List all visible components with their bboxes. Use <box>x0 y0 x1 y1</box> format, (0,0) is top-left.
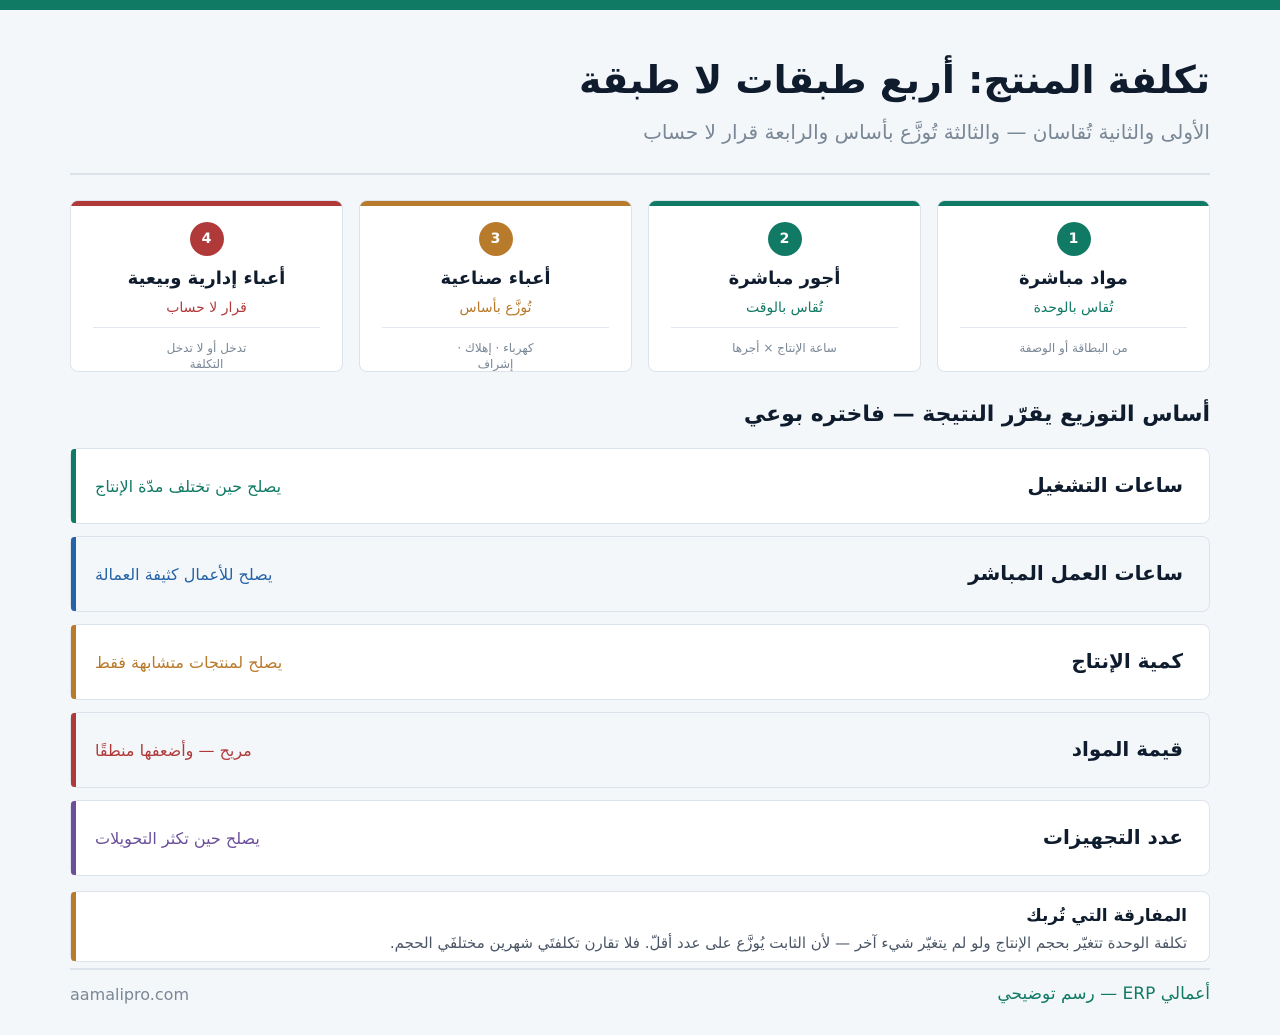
base-name: عدد التجهيزات <box>1042 825 1183 849</box>
header-divider <box>70 173 1210 175</box>
layer-subtitle: تُقاس بالوحدة <box>1033 300 1114 316</box>
page-subtitle: الأولى والثانية تُقاسان — والثالثة تُوزَّع بأساس والرابعة قرار لا حساب <box>643 120 1210 144</box>
layer-number-badge: 2 <box>768 222 802 256</box>
allocation-base-setups <box>70 800 1210 876</box>
layer-card-admin-selling <box>70 200 343 372</box>
base-note: يصلح للأعمال كثيفة العمالة <box>95 565 273 584</box>
callout-text: تكلفة الوحدة تتغيّر بحجم الإنتاج ولو لم يتغيّر شيء آخر — لأن الثابت يُوزَّع على عدد أقلّ. فلا تقارن تكلفتَي شهرين مختلفَي الحجم. <box>389 934 1187 952</box>
footer-divider <box>70 968 1210 970</box>
base-name: ساعات العمل المباشر <box>968 561 1183 585</box>
layer-subtitle: تُوزَّع بأساس <box>459 300 532 316</box>
base-name: ساعات التشغيل <box>1027 473 1183 497</box>
card-divider <box>382 327 609 328</box>
base-stripe <box>71 449 76 523</box>
layer-title: مواد مباشرة <box>1019 268 1128 289</box>
base-stripe <box>71 537 76 611</box>
layer-number-badge: 3 <box>479 222 513 256</box>
callout-stripe <box>71 892 76 961</box>
allocation-base-material-value <box>70 712 1210 788</box>
card-accent <box>71 201 342 206</box>
base-stripe <box>71 625 76 699</box>
layer-note: كهرباء · إهلاك · إشراف <box>457 341 534 371</box>
layer-card-manufacturing-overhead <box>359 200 632 372</box>
card-divider <box>93 327 320 328</box>
base-note: مريح — وأضعفها منطقًا <box>95 741 252 760</box>
base-name: كمية الإنتاج <box>1071 649 1183 673</box>
card-divider <box>671 327 898 328</box>
layer-title: أعباء إدارية وبيعية <box>127 268 286 289</box>
layer-subtitle: قرار لا حساب <box>166 300 247 316</box>
paradox-callout <box>70 891 1210 962</box>
base-note: يصلح حين تختلف مدّة الإنتاج <box>95 477 282 496</box>
layer-number-badge: 4 <box>190 222 224 256</box>
base-stripe <box>71 713 76 787</box>
layer-card-direct-labor <box>648 200 921 372</box>
layer-note: من البطاقة أو الوصفة <box>1019 341 1128 355</box>
card-accent <box>649 201 920 206</box>
layer-note: تدخل أو لا تدخل التكلفة <box>166 341 247 371</box>
layer-title: أجور مباشرة <box>728 268 841 289</box>
allocation-base-labor-hours <box>70 536 1210 612</box>
allocation-base-machine-hours <box>70 448 1210 524</box>
layer-card-direct-materials <box>937 200 1210 372</box>
allocation-bases-list <box>70 448 1210 888</box>
allocation-base-production-quantity <box>70 624 1210 700</box>
footer-site-link[interactable]: aamalipro.com <box>70 985 190 1004</box>
cost-layers <box>70 200 1210 372</box>
layer-number-badge: 1 <box>1057 222 1091 256</box>
layer-title: أعباء صناعية <box>440 268 551 289</box>
card-accent <box>360 201 631 206</box>
allocation-section-title: أساس التوزيع يقرّر النتيجة — فاختره بوعي <box>743 402 1210 427</box>
base-name: قيمة المواد <box>1071 737 1183 761</box>
card-accent <box>938 201 1209 206</box>
layer-subtitle: تُقاس بالوقت <box>746 300 823 316</box>
base-note: يصلح حين تكثر التحويلات <box>95 829 260 848</box>
page-title: تكلفة المنتج: أربع طبقات لا طبقة <box>578 58 1210 102</box>
callout-title: المفارقة التي تُربك <box>1026 906 1187 926</box>
layer-note: ساعة الإنتاج × أجرها <box>732 341 837 355</box>
top-accent-bar <box>0 0 1280 10</box>
footer-caption: أعمالي ERP — رسم توضيحي <box>997 984 1210 1004</box>
base-note: يصلح لمنتجات متشابهة فقط <box>95 653 283 672</box>
card-divider <box>960 327 1187 328</box>
base-stripe <box>71 801 76 875</box>
